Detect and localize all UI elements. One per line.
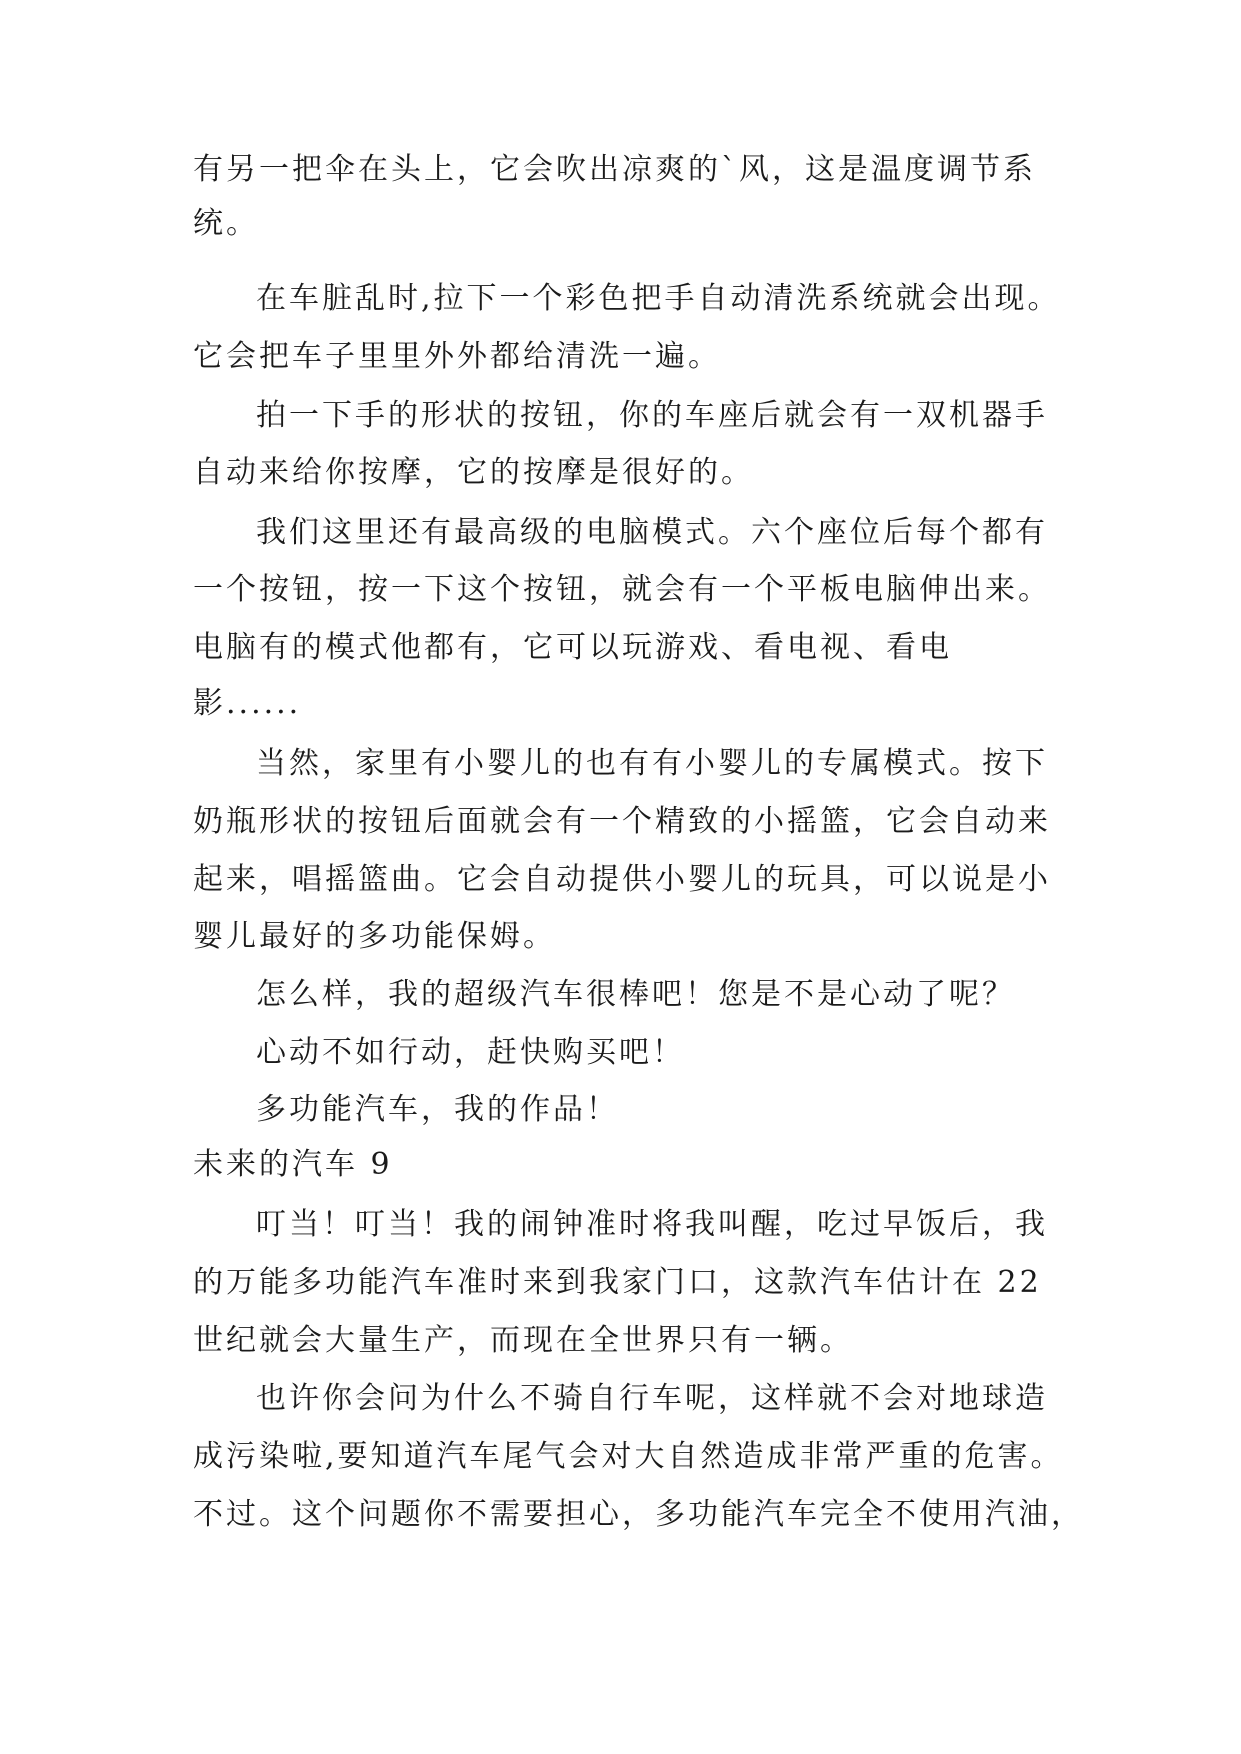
text-line: 它会把车子里里外外都给清洗一遍。	[193, 339, 721, 374]
text-line: 成污染啦,要知道汽车尾气会对大自然造成非常严重的危害。	[193, 1439, 1064, 1474]
text-line: 拍一下手的形状的按钮，你的车座后就会有一双机器手	[256, 398, 1048, 433]
text-line: 叮当！叮当！我的闹钟准时将我叫醒，吃过早饭后，我	[256, 1207, 1048, 1242]
text-line: 也许你会问为什么不骑自行车呢，这样就不会对地球造	[256, 1381, 1048, 1416]
text-line: 奶瓶形状的按钮后面就会有一个精致的小摇篮，它会自动来	[193, 804, 1051, 839]
section-heading: 未来的汽车 9	[193, 1147, 393, 1182]
text-line: 一个按钮，按一下这个按钮，就会有一个平板电脑伸出来。	[193, 572, 1051, 607]
text-line: 当然，家里有小婴儿的也有有小婴儿的专属模式。按下	[256, 746, 1048, 781]
text-line: 世纪就会大量生产，而现在全世界只有一辆。	[193, 1323, 853, 1358]
text-line: 多功能汽车，我的作品！	[256, 1092, 619, 1127]
text-line: 自动来给你按摩，它的按摩是很好的。	[193, 455, 754, 490]
text-line: 在车脏乱时,拉下一个彩色把手自动清洗系统就会出现。	[256, 281, 1061, 316]
text-line: 怎么样，我的超级汽车很棒吧！您是不是心动了呢？	[256, 977, 1015, 1012]
text-line: 我们这里还有最高级的电脑模式。六个座位后每个都有	[256, 515, 1048, 550]
text-line: 的万能多功能汽车准时来到我家门口，这款汽车估计在 22	[193, 1265, 1042, 1300]
text-line: 电脑有的模式他都有，它可以玩游戏、看电视、看电	[193, 630, 952, 665]
text-line: 不过。这个问题你不需要担心，多功能汽车完全不使用汽油，	[193, 1497, 1084, 1532]
text-line: 婴儿最好的多功能保姆。	[193, 919, 556, 954]
text-line: 心动不如行动，赶快购买吧！	[256, 1035, 685, 1070]
text-line: 统。	[193, 206, 259, 241]
text-line: 影......	[193, 686, 302, 721]
text-line: 起来，唱摇篮曲。它会自动提供小婴儿的玩具，可以说是小	[193, 862, 1051, 897]
text-line: 有另一把伞在头上，它会吹出凉爽的`风，这是温度调节系	[193, 152, 1036, 187]
